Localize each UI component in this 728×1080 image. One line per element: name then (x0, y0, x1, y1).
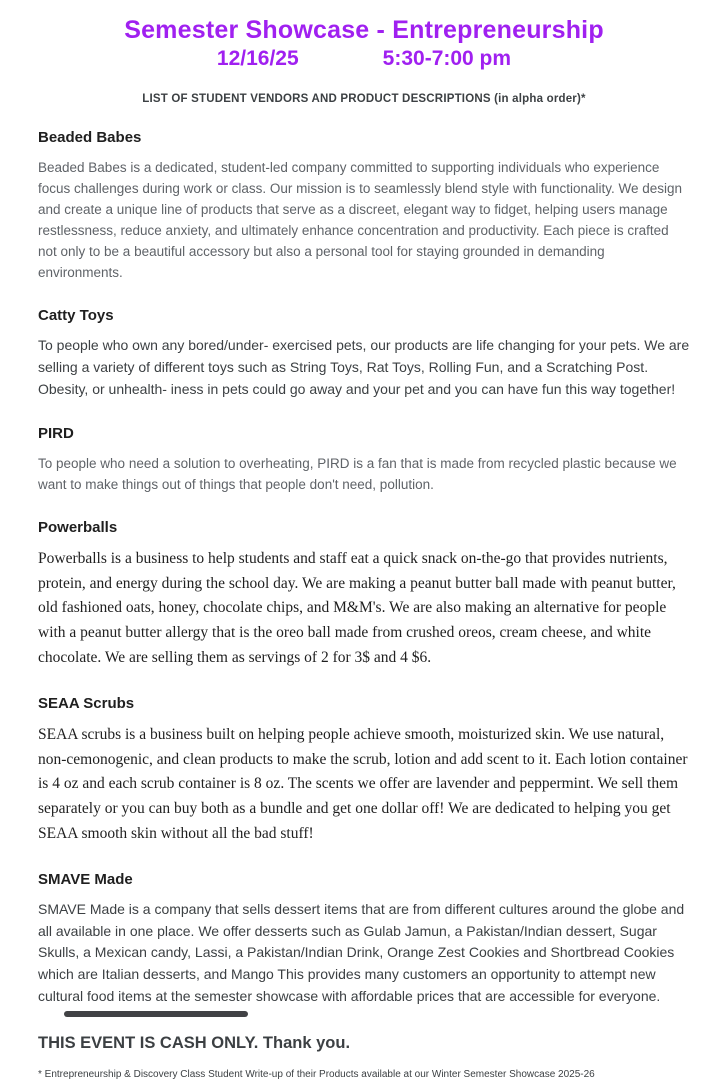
vendor-description: To people who own any bored/under- exercised pets, our products are life changing for your pets. We are selling a variety of different toys such as String Toys, Rat Toys, Rolling Fun, and a Scratching Post. Obesity, or unhealth- iness in pets could go away and your pet and you can have fun this way together! (38, 337, 690, 397)
vendor-description: To people who need a solution to overheating, PIRD is a fan that is made from recycled plastic because we want to make things out of things that people don't need, pollution. (38, 455, 677, 492)
vendor-name: SEAA Scrubs (38, 694, 135, 712)
vendor-section-smave-made (38, 871, 690, 1008)
vendor-section-powerballs (38, 519, 690, 671)
event-dateline (38, 47, 690, 71)
vendor-name: Powerballs (38, 518, 118, 536)
event-date: 12/16/25 (216, 47, 299, 70)
vendor-description: SEAA scrubs is a business built on helping people achieve smooth, moisturized skin. We use natural, non-cemonogenic, and clean products to make the scrub, lotion and add scent to it. Each lotion container is 4 oz and each scrub container is 8 oz. The scents we offer are lavender and peppermint. We sell them separately or you can buy both as a bundle and get one dollar off! We are dedicated to helping you get SEAA smooth skin without all the bad stuff! (38, 725, 688, 843)
footnote: * Entrepreneurship & Discovery Class Student Write-up of their Products available at our Winter Semester Showcase 2025-26 (38, 1068, 595, 1080)
vendor-description: Beaded Babes is a dedicated, student-led company committed to supporting individuals who experience focus challenges during work or class. Our mission is to seamlessly blend style with functionality. We design and create a unique line of products that serve as a discreet, elegant way to fidget, helping users manage restlessness, reduce anxiety, and ultimately enhance concentration and productivity. Each piece is crafted not only to be a beautiful accessory but also a personal tool for staying grounded in demanding environments. (38, 160, 683, 281)
vendor-name: SMAVE Made (38, 870, 133, 888)
vendor-name: Catty Toys (38, 307, 114, 325)
vendor-description: SMAVE Made is a company that sells dessert items that are from different cultures around the globe and all available in one place. We offer desserts such as Gulab Jamun, a Pakistan/Indian dessert, Sugar Skulls, a Mexican candy, Lassi, a Pakistan/Indian Drink, Orange Zest Cookies and Shortbread Cookies which are Italian desserts, and Mango This provides many customers an opportunity to attempt new cultural food items at the semester showcase with affordable prices that are accessible for everyone. (38, 900, 685, 1005)
vendor-list-subtitle: LIST OF STUDENT VENDORS AND PRODUCT DESCRIPTIONS (in alpha order)* (142, 93, 586, 105)
vendor-name: Beaded Babes (38, 129, 142, 146)
cash-only-notice: THIS EVENT IS CASH ONLY. Thank you. (38, 1033, 351, 1052)
horizontal-scrollbar-thumb[interactable] (64, 1011, 248, 1017)
event-time: 5:30-7:00 pm (382, 47, 512, 70)
vendor-section-beaded-babes (38, 129, 690, 283)
vendor-section-catty-toys (38, 307, 690, 400)
vendor-section-seaa-scrubs (38, 695, 690, 847)
page-title: Semester Showcase - Entrepreneurship (124, 16, 604, 44)
vendor-name: PIRD (38, 424, 74, 442)
vendor-description: Powerballs is a business to help students and staff eat a quick snack on-the-go that provides nutrients, protein, and energy during the school day. We are making a peanut butter ball made with peanut butter, old fashioned oats, honey, chocolate chips, and M&M's. We are also making an alternative for people with a peanut butter allergy that is the oreo ball made from crushed oreos, cream cheese, and white chocolate. We are selling them as servings of 2 for 3$ and 4 $6. (38, 549, 676, 667)
vendor-section-pird (38, 425, 690, 495)
